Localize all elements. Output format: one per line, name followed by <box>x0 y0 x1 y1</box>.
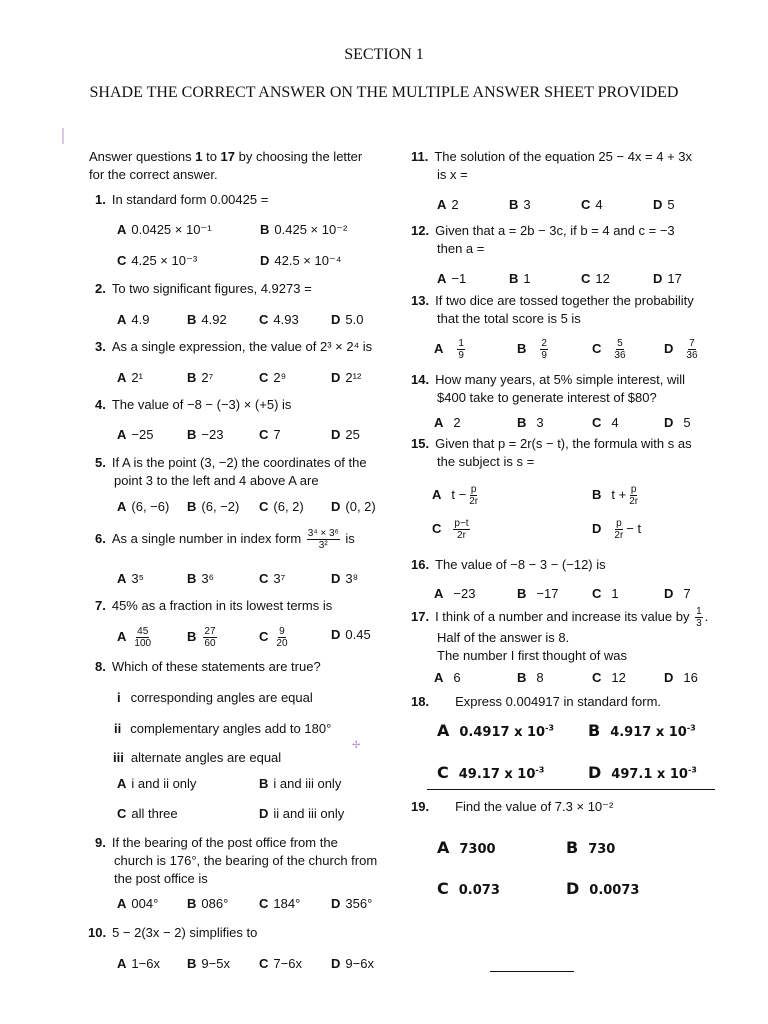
q8-statement-i: i corresponding angles are equal <box>117 690 313 705</box>
question-4: 4. The value of −8 − (−3) × (+5) is <box>95 397 292 412</box>
q17-option-b: B 8 <box>517 670 544 685</box>
q17-option-c: C 12 <box>592 670 626 685</box>
q17-option-d: D 16 <box>664 670 698 685</box>
page-instruction: SHADE THE CORRECT ANSWER ON THE MULTIPLE ANSWER SHEET PROVIDED <box>89 84 679 101</box>
q11-option-d: D 5 <box>653 197 675 212</box>
q14-option-b: B 3 <box>517 415 544 430</box>
q14-option-c: C 4 <box>592 415 619 430</box>
question-15: 15. Given that p = 2r(s − t), the formula with s as the subject is s = <box>411 436 692 469</box>
question-1: 1. In standard form 0.00425 = <box>95 192 269 207</box>
q7-option-c: C $\frac{9}{20}$ <box>259 626 288 649</box>
q5-option-a: A (6, −6) <box>117 499 170 514</box>
question-7: 7. 45% as a fraction in its lowest terms is <box>95 598 333 613</box>
question-16: 16. The value of −8 − 3 − (−12) is <box>411 557 606 572</box>
q14-option-d: D 5 <box>664 415 691 430</box>
q2-option-a: A 4.9 <box>117 312 150 327</box>
question-2: 2. To two significant figures, 4.9273 = <box>95 281 312 296</box>
question-12: 12. Given that a = 2b − 3c, if b = 4 and c = −3 then a = <box>411 223 675 256</box>
q1-option-d: D 42.5 × 10⁻⁴ <box>260 253 342 268</box>
q16-option-b: B −17 <box>517 586 559 601</box>
margin-mark <box>62 128 64 144</box>
q19-option-b: B 730 <box>566 838 616 857</box>
q11-option-b: B 3 <box>509 197 531 212</box>
q13-option-b: B $\frac{2}{9}$ <box>517 338 547 361</box>
q6-option-c: C 3⁷ <box>259 571 286 586</box>
q9-option-a: A 004° <box>117 896 159 911</box>
q14-option-a: A 2 <box>434 415 461 430</box>
q6-option-d: D 3⁸ <box>331 571 359 586</box>
question-18: 18. Express 0.004917 in standard form. <box>411 694 662 709</box>
question-14: 14. How many years, at 5% simple interest, will $400 take to generate interest of $80? <box>411 372 686 405</box>
bottom-rule <box>490 971 574 972</box>
q9-option-d: D 356° <box>331 896 373 911</box>
q3-option-b: B 2⁷ <box>187 370 214 385</box>
q2-option-c: C 4.93 <box>259 312 299 327</box>
q15-option-c: C $\frac{p-t}{2r}$ <box>432 518 469 541</box>
divider-line <box>427 789 715 790</box>
q18-option-b: B 4.917 x $10^{-3}$ <box>588 721 696 740</box>
q12-option-b: B 1 <box>509 271 531 286</box>
q9-option-b: B 086° <box>187 896 229 911</box>
q16-option-a: A −23 <box>434 586 476 601</box>
q15-option-d: D $\frac{p}{2r}$ − t <box>592 518 642 541</box>
q4-option-b: B −23 <box>187 427 224 442</box>
q3-option-a: A 2¹ <box>117 370 143 385</box>
q8-statement-ii: ii complementary angles add to 180° <box>114 721 332 736</box>
q10-option-a: A 1−6x <box>117 956 160 971</box>
question-3: 3. As a single expression, the value of 2³ × 2⁴ is <box>95 339 373 354</box>
q6-option-a: A 3⁵ <box>117 571 145 586</box>
q7-option-a: A $\frac{45}{100}$ <box>117 626 152 649</box>
q8-option-a: A i and ii only <box>117 776 197 791</box>
q1-option-a: A 0.0425 × 10⁻¹ <box>117 222 212 237</box>
q8-option-d: D ii and iii only <box>259 806 345 821</box>
question-8: 8. Which of these statements are true? <box>95 659 321 674</box>
q1-option-c: C 4.25 × 10⁻³ <box>117 253 198 268</box>
q18-option-a: A 0.4917 x $10^{-3}$ <box>437 721 554 740</box>
q16-option-c: C 1 <box>592 586 619 601</box>
section-title: SECTION 1 <box>344 46 424 63</box>
question-17: 17. I think of a number and increase its value by $\frac{1}{3}$ . Half of the answer is 8. The number I first thought of was <box>411 606 709 663</box>
q18-option-d: D 497.1 x $10^{-3}$ <box>588 763 697 782</box>
q10-option-c: C 7−6x <box>259 956 302 971</box>
q5-option-b: B (6, −2) <box>187 499 240 514</box>
question-13: 13. If two dice are tossed together the probability that the total score is 5 is <box>411 293 694 326</box>
q2-option-d: D 5.0 <box>331 312 364 327</box>
q3-option-d: D 2¹² <box>331 370 362 385</box>
question-5: 5. If A is the point (3, −2) the coordinates of the point 3 to the left and 4 above A are <box>95 455 367 488</box>
q5-option-d: D (0, 2) <box>331 499 376 514</box>
q2-option-b: B 4.92 <box>187 312 227 327</box>
q12-option-c: C 12 <box>581 271 610 286</box>
q8-statement-iii: iii alternate angles are equal <box>113 750 282 765</box>
q11-option-a: A 2 <box>437 197 459 212</box>
question-19: 19. Find the value of 7.3 × 10⁻² <box>411 799 614 814</box>
ink-speck: ✢ <box>352 740 361 751</box>
q12-option-d: D 17 <box>653 271 682 286</box>
q13-option-d: D $\frac{7}{36}$ <box>664 338 698 361</box>
index-fraction: $\frac{\text{3⁴ × 3⁶}}{\text{3²}}$ <box>307 528 339 551</box>
q12-option-a: A −1 <box>437 271 467 286</box>
q6-option-b: B 3⁶ <box>187 571 214 586</box>
q13-option-c: C $\frac{5}{36}$ <box>592 338 626 361</box>
q8-option-c: C all three <box>117 806 178 821</box>
q10-option-d: D 9−6x <box>331 956 374 971</box>
q17-option-a: A 6 <box>434 670 461 685</box>
q18-option-c: C 49.17 x $10^{-3}$ <box>437 763 545 782</box>
q15-option-a: A t − $\frac{p}{2r}$ <box>432 484 479 507</box>
q10-option-b: B 9−5x <box>187 956 230 971</box>
q5-option-c: C (6, 2) <box>259 499 304 514</box>
intro-text: Answer questions 1 to 17 by choosing the letter for the correct answer. <box>89 149 363 182</box>
question-10: 10. 5 − 2(3x − 2) simplifies to <box>88 925 258 940</box>
q7-option-b: B $\frac{27}{60}$ <box>187 626 216 649</box>
q19-option-d: D 0.0073 <box>566 879 640 898</box>
q16-option-d: D 7 <box>664 586 691 601</box>
q7-option-d: D 0.45 <box>331 627 371 642</box>
q4-option-d: D 25 <box>331 427 360 442</box>
q4-option-a: A −25 <box>117 427 154 442</box>
q13-option-a: A $\frac{1}{9}$ <box>434 338 464 361</box>
q15-option-b: B t + $\frac{p}{2r}$ <box>592 484 639 507</box>
q9-option-c: C 184° <box>259 896 301 911</box>
question-11: 11. The solution of the equation 25 − 4x = 4 + 3x is x = <box>411 149 693 182</box>
q8-option-b: B i and iii only <box>259 776 342 791</box>
q1-option-b: B 0.425 × 10⁻² <box>260 222 348 237</box>
q3-option-c: C 2⁹ <box>259 370 287 385</box>
q19-option-c: C 0.073 <box>437 879 500 898</box>
q19-option-a: A 7300 <box>437 838 496 857</box>
q11-option-c: C 4 <box>581 197 603 212</box>
question-6: 6. As a single number in index form $\frac{\text{3⁴ × 3⁶}}{\text{3²}}$ is <box>95 528 355 551</box>
q4-option-c: C 7 <box>259 427 281 442</box>
question-9: 9. If the bearing of the post office from the church is 176°, the bearing of the church from the post office is <box>95 835 378 886</box>
